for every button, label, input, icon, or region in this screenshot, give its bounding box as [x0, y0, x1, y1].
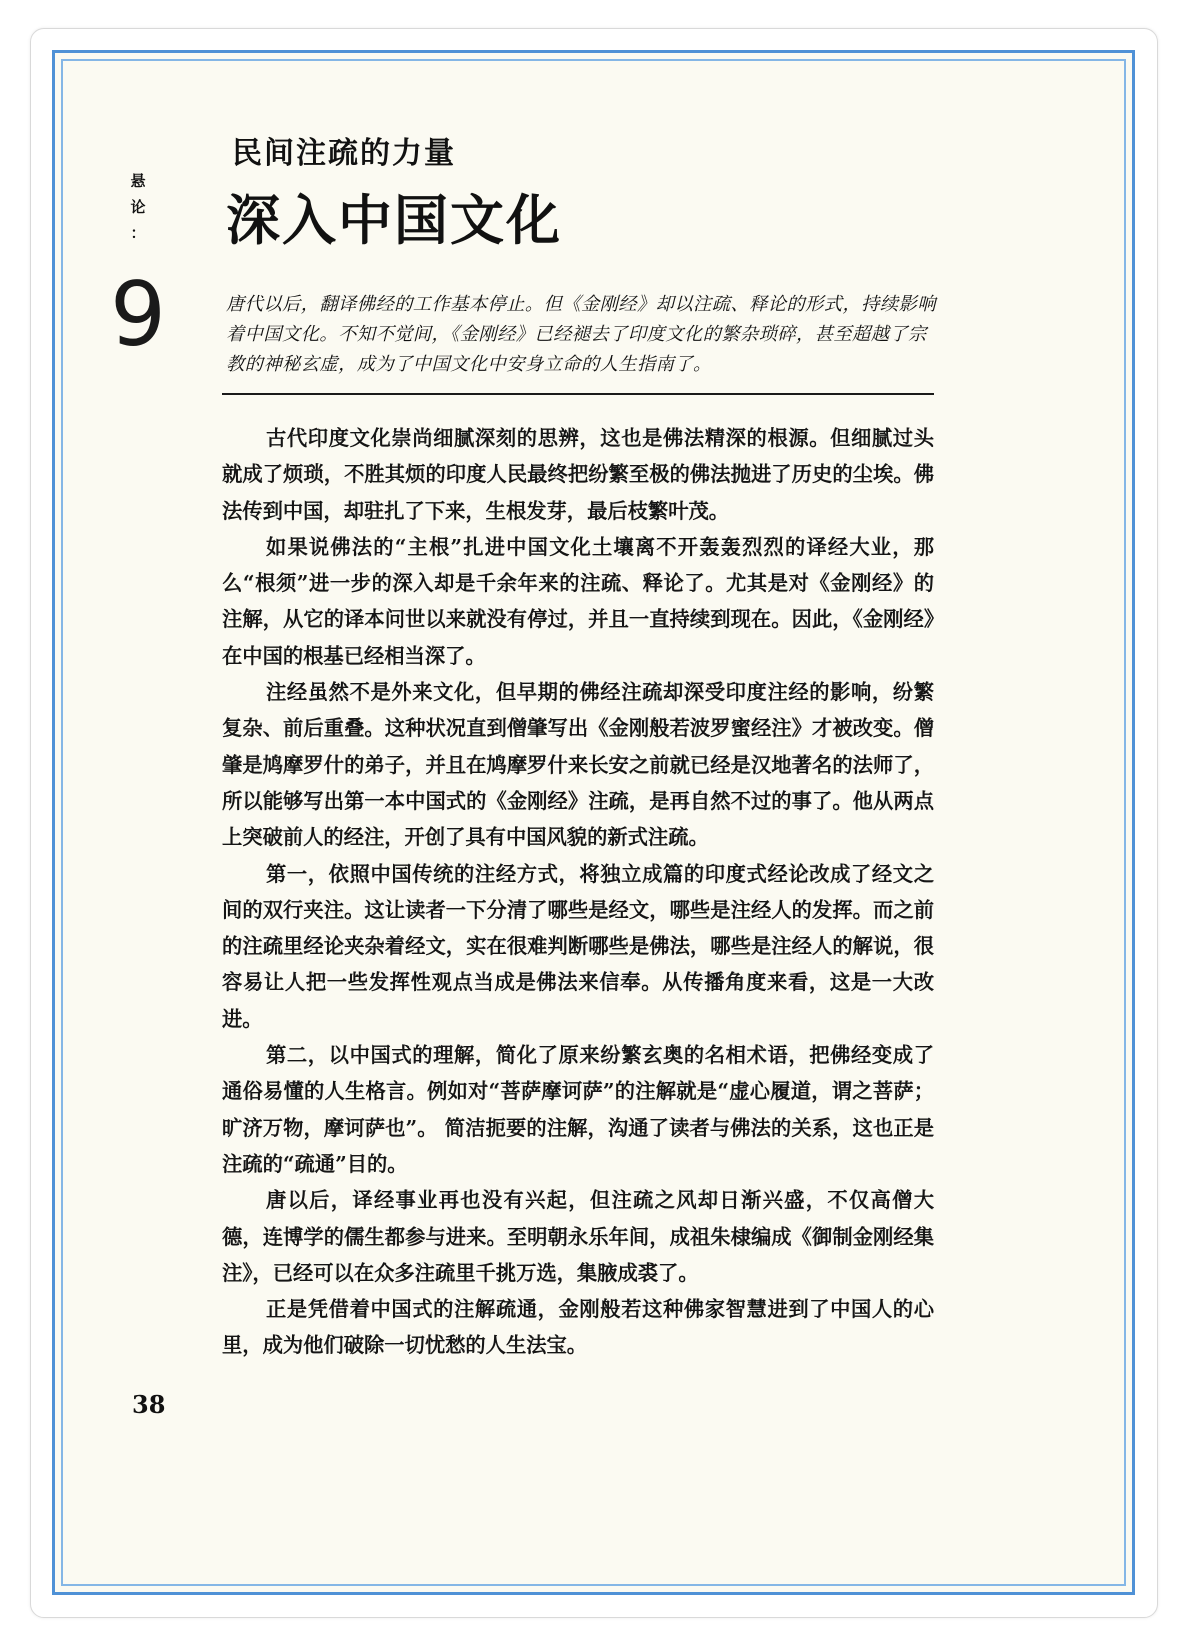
paragraph: 古代印度文化崇尚细腻深刻的思辨，这也是佛法精深的根源。但细腻过头就成了烦琐，不胜其烦的印度人民最终把纷繁至极的佛法抛进了历史的尘埃。佛法传到中国，却驻扎了下来，生根发芽，最后枝繁叶茂。 — [222, 426, 934, 523]
section-label-char: 论 — [130, 198, 146, 216]
intro-divider — [222, 393, 934, 395]
chapter-subtitle: 民间注疏的力量 — [232, 136, 456, 171]
chapter-intro: 唐代以后，翻译佛经的工作基本停止。但《金刚经》却以注疏、释论的形式，持续影响着中国文化。不知不觉间，《金刚经》已经褪去了印度文化的繁杂琐碎，甚至超越了宗教的神秘玄虚，成为了中国文化中安身立命的人生指南了。 — [226, 294, 936, 375]
section-label-char: 悬 — [130, 172, 146, 190]
paragraph: 第二，以中国式的理解，简化了原来纷繁玄奥的名相术语，把佛经变成了通俗易懂的人生格言。例如对“菩萨摩诃萨”的注解就是“虚心履道，谓之菩萨；旷济万物，摩诃萨也”。 简洁扼要的注解，沟通了读者与佛法的关系，这也正是注疏的“疏通”目的。 — [222, 1043, 934, 1176]
chapter-number: 9 — [110, 263, 166, 366]
paragraph: 注经虽然不是外来文化，但早期的佛经注疏却深受印度注经的影响，纷繁复杂、前后重叠。这种状况直到僧肇写出《金刚般若波罗蜜经注》才被改变。僧肇是鸠摩罗什的弟子，并且在鸠摩罗什来长安之前就已经是汉地著名的法师了，所以能够写出第一本中国式的《金刚经》注疏，是再自然不过的事了。他从两点上突破前人的经注，开创了具有中国风貌的新式注疏。 — [222, 680, 934, 850]
section-label — [128, 168, 148, 246]
paragraph: 正是凭借着中国式的注解疏通，金刚般若这种佛家智慧进到了中国人的心里，成为他们破除一切忧愁的人生法宝。 — [222, 1297, 934, 1358]
paragraph: 第一，依照中国传统的注经方式，将独立成篇的印度式经论改成了经文之间的双行夹注。这让读者一下分清了哪些是经文，哪些是注经人的发挥。而之前的注疏里经论夹杂着经文，实在很难判断哪些是佛法，哪些是注经人的解说，很容易让人把一些发挥性观点当成是佛法来信奉。从传播角度来看，这是一大改进。 — [222, 861, 934, 1031]
paragraph: 如果说佛法的“主根”扎进中国文化土壤离不开轰轰烈烈的译经大业，那么“根须”进一步的深入却是千余年来的注疏、释论了。尤其是对《金刚经》的注解，从它的译本问世以来就没有停过，并且一直持续到现在。因此，《金刚经》在中国的根基已经相当深了。 — [222, 534, 934, 668]
paragraph: 唐以后，译经事业再也没有兴起，但注疏之风却日渐兴盛，不仅高僧大德，连博学的儒生都参与进来。至明朝永乐年间，成祖朱棣编成《御制金刚经集注》，已经可以在众多注疏里千挑万选，集腋成裘了。 — [222, 1188, 934, 1285]
section-label-char: ： — [130, 224, 146, 242]
page-number: 38 — [132, 1390, 166, 1419]
chapter-title: 深入中国文化 — [226, 189, 562, 252]
body-text — [222, 420, 934, 1364]
